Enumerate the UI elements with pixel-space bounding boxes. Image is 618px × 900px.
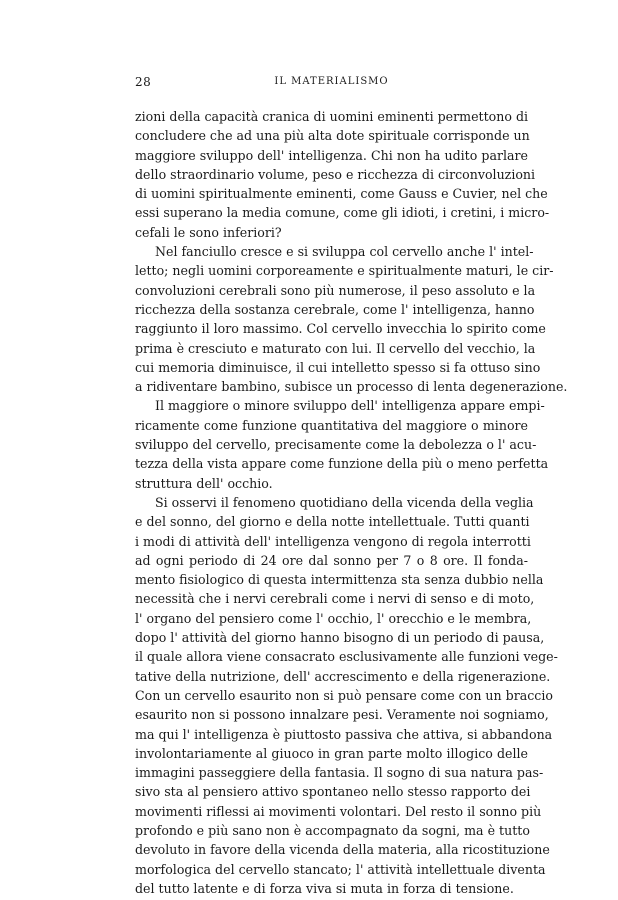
paragraph	[135, 493, 558, 898]
text-line: essi superano la media comune, come gli idioti, i cretini, i micro-	[135, 205, 550, 221]
text-line: e del sonno, del giorno e della notte intellettuale. Tutti quanti	[135, 514, 530, 530]
text-line: a ridiventare bambino, subisce un processo di lenta degenerazione.	[135, 379, 568, 395]
text-line: ricchezza della sostanza cerebrale, come l' intelligenza, hanno	[135, 301, 535, 317]
text-line: dopo l' attività del giorno hanno bisogno di un periodo di pausa,	[135, 630, 545, 646]
text-line: morfologica del cervello stancato; l' attività intellettuale diventa	[135, 861, 546, 877]
text-line: Il maggiore o minore sviluppo dell' intelligenza appare empi-	[155, 398, 545, 414]
text-line: Con un cervello esaurito non si può pensare come con un braccio	[135, 687, 553, 703]
text-line: zioni della capacità cranica di uomini eminenti permettono di	[135, 109, 529, 124]
text-line: esaurito non si possono innalzare pesi. Veramente noi sogniamo,	[135, 707, 549, 723]
text-line: raggiunto il loro massimo. Col cervello invecchia lo spirito come	[135, 321, 546, 337]
text-line: ad ogni periodo di 24 ore dal sonno per 7 o 8 ore. Il fonda-	[135, 552, 528, 568]
text-line: sviluppo del cervello, precisamente come la debolezza o l' acu-	[135, 437, 537, 453]
text-line: i modi di attività dell' intelligenza vengono di regola interrotti	[135, 533, 531, 549]
running-head	[135, 75, 528, 95]
text-line: mento fisiologico di questa intermittenza sta senza dubbio nella	[135, 572, 544, 588]
paragraph	[135, 107, 550, 242]
text-line: del tutto latente e di forza viva si muta in forza di tensione.	[135, 880, 514, 896]
text-line: dello straordinario volume, peso e ricchezza di circonvoluzioni	[135, 166, 536, 182]
text-line: cefali le sono inferiori?	[135, 224, 282, 240]
page-number: 28	[135, 75, 152, 89]
text-line: tative della nutrizione, dell' accrescimento e della rigenerazione.	[135, 668, 551, 684]
text-line: struttura dell' occhio.	[135, 475, 273, 491]
text-line: cui memoria diminuisce, il cui intelletto spesso si fa ottuso sino	[135, 359, 541, 375]
text-line: Nel fanciullo cresce e si sviluppa col cervello anche l' intel-	[155, 244, 534, 260]
text-line: movimenti riflessi ai movimenti volontari. Del resto il sonno più	[135, 803, 542, 819]
text-line: letto; negli uomini corporeamente e spiritualmente maturi, le cir-	[135, 263, 554, 279]
body-text	[135, 107, 568, 898]
text-line: convoluzioni cerebrali sono più numerose, il peso assoluto e la	[135, 282, 536, 298]
text-line: Si osservi il fenomeno quotidiano della vicenda della veglia	[155, 494, 534, 510]
text-line: l' organo del pensiero come l' occhio, l' orecchio e le membra,	[135, 610, 532, 626]
text-line: tezza della vista appare come funzione della più o meno perfetta	[135, 456, 549, 472]
text-line: immagini passeggiere della fantasia. Il sogno di sua natura pas-	[135, 765, 544, 781]
text-line: devoluto in favore della vicenda della materia, alla ricostituzione	[135, 842, 550, 858]
text-line: prima è cresciuto e maturato con lui. Il cervello del vecchio, la	[135, 340, 536, 356]
text-line: ricamente come funzione quantitativa del maggiore o minore	[135, 417, 528, 433]
paragraph	[135, 242, 568, 396]
text-line: di uomini spiritualmente eminenti, come Gauss e Cuvier, nel che	[135, 186, 548, 202]
text-line: necessità che i nervi cerebrali come i nervi di senso e di moto,	[135, 591, 535, 607]
text-line: sivo sta al pensiero attivo spontaneo nello stesso rapporto dei	[135, 784, 531, 800]
paragraph	[135, 396, 549, 492]
book-page	[135, 75, 568, 898]
text-line: maggiore sviluppo dell' intelligenza. Chi non ha udito parlare	[135, 147, 528, 163]
text-line: profondo e più sano non è accompagnato da sogni, ma è tutto	[135, 822, 530, 838]
text-line: il quale allora viene consacrato esclusivamente alle funzioni vege-	[135, 649, 558, 665]
text-line: ma qui l' intelligenza è piuttosto passiva che attiva, si abbandona	[135, 726, 553, 742]
text-line: involontariamente al giuoco in gran parte molto illogico delle	[135, 745, 528, 761]
running-title: IL MATERIALISMO	[274, 76, 389, 87]
text-line: concludere che ad una più alta dote spirituale corrisponde un	[135, 128, 530, 144]
